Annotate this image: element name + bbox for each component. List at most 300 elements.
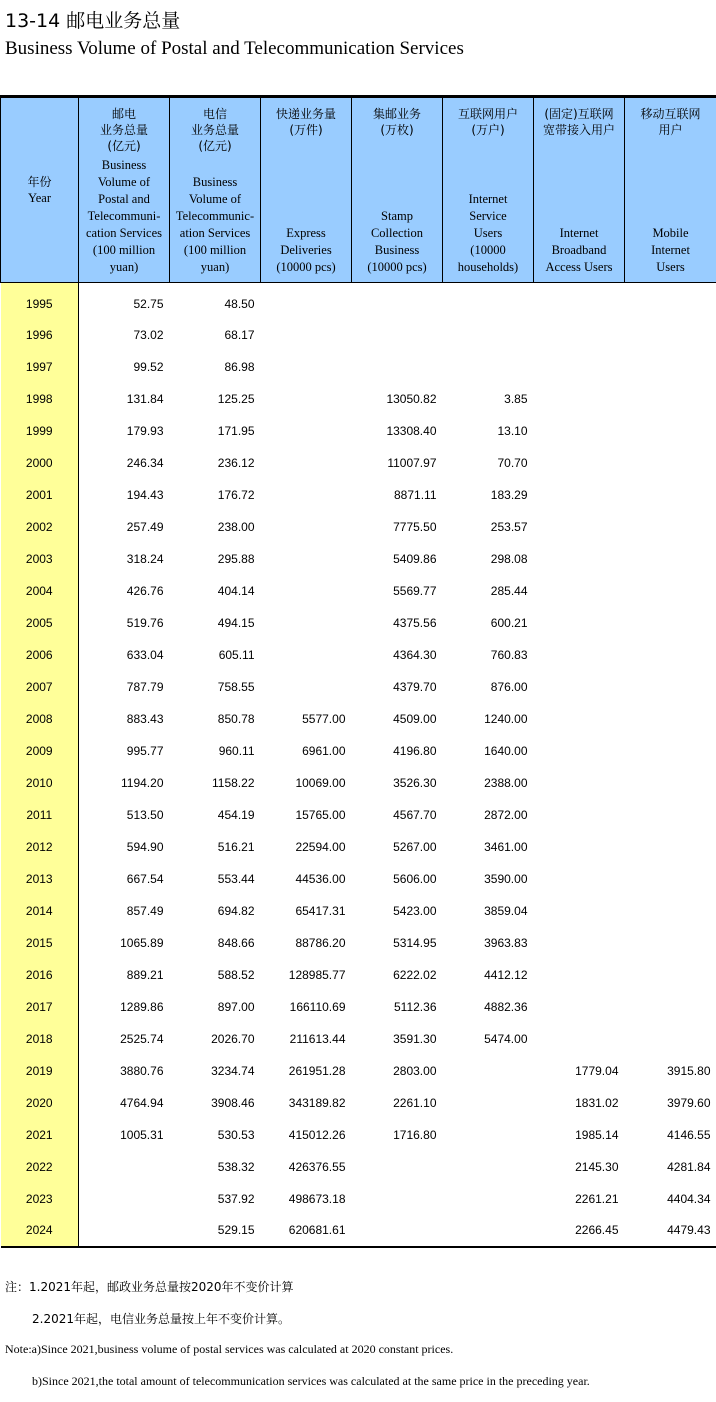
cell-year: 2003 [1,543,79,575]
cell-express-deliveries: 498673.18 [288,1191,346,1206]
cell-broadband-users [534,639,625,671]
table-row [1,575,716,607]
table-row [1,351,716,383]
cell-stamp-collection: 7775.50 [393,519,437,534]
cell-stamp-collection [352,283,443,319]
cell-postal-telecom-volume: 1194.20 [121,775,164,790]
header-label-en: Business Volume of Postal and Telecommuni- cation Services (100 million yuan) [85,158,162,274]
cell-year: 2018 [1,1023,79,1055]
cell-internet-users: 1240.00 [484,711,528,726]
cell-stamp-collection: 5409.86 [393,551,437,566]
header-label-en: Business Volume of Telecommunic- ation Services (100 million yuan) [175,175,255,274]
table-row [1,863,716,895]
cell-internet-users: 183.29 [490,487,528,502]
table-row [1,511,716,543]
cell-express-deliveries [261,511,352,543]
cell-internet-users [443,283,534,319]
cell-telecom-volume: 538.32 [217,1159,255,1174]
cell-mobile-internet-users [625,319,716,351]
cell-postal-telecom-volume: 889.21 [126,967,164,982]
cell-stamp-collection: 4375.56 [393,615,437,630]
cell-internet-users: 4412.12 [484,967,528,982]
cell-year: 2009 [1,735,79,767]
table-row [1,991,716,1023]
table-row [1,703,716,735]
cell-year: 1995 [1,283,79,319]
cell-stamp-collection: 4379.70 [393,679,437,694]
cell-year: 2016 [1,959,79,991]
cell-mobile-internet-users [625,479,716,511]
cell-internet-users: 600.21 [490,615,528,630]
cell-telecom-volume: 68.17 [224,327,255,342]
cell-telecom-volume: 537.92 [217,1191,255,1206]
header-label-en: Internet Broadband Access Users [545,226,613,274]
table-row [1,479,716,511]
cell-broadband-users: 1985.14 [575,1127,619,1142]
cell-postal-telecom-volume: 3880.76 [120,1063,164,1078]
cell-broadband-users [534,671,625,703]
cell-year: 2012 [1,831,79,863]
cell-year: 2017 [1,991,79,1023]
table-row [1,671,716,703]
header-label-en: Express Deliveries (10000 pcs) [276,226,336,274]
cell-express-deliveries: 10069.00 [295,775,346,790]
cell-internet-users: 3461.00 [484,839,528,854]
table-row [1,607,716,639]
cell-stamp-collection: 13050.82 [386,391,437,406]
cell-year: 2002 [1,511,79,543]
table-row [1,1087,716,1119]
header-label-en: Internet Service Users (10000 households) [457,192,519,274]
cell-postal-telecom-volume: 1065.89 [120,935,164,950]
table-row [1,799,716,831]
cell-mobile-internet-users [625,447,716,479]
cell-internet-users [443,1119,534,1151]
table-row [1,1183,716,1215]
cell-broadband-users [534,607,625,639]
cell-mobile-internet-users [625,351,716,383]
cell-express-deliveries [261,575,352,607]
cell-mobile-internet-users [625,415,716,447]
cell-postal-telecom-volume: 52.75 [133,296,164,311]
column-header-postal-telecom-volume [79,97,170,283]
cell-stamp-collection: 5606.00 [393,871,437,886]
cell-internet-users: 3963.83 [484,935,528,950]
cell-stamp-collection: 2803.00 [393,1063,437,1078]
cell-express-deliveries: 343189.82 [288,1095,346,1110]
cell-telecom-volume: 404.14 [217,583,255,598]
cell-telecom-volume: 125.25 [217,391,255,406]
cell-express-deliveries: 22594.00 [295,839,346,854]
cell-telecom-volume: 529.15 [170,1215,261,1247]
cell-year: 2008 [1,703,79,735]
cell-stamp-collection: 4567.70 [393,807,437,822]
cell-postal-telecom-volume: 73.02 [133,327,164,342]
cell-postal-telecom-volume: 519.76 [126,615,164,630]
cell-postal-telecom-volume [79,1215,170,1247]
cell-stamp-collection: 13308.40 [386,423,437,438]
cell-express-deliveries [261,283,352,319]
cell-telecom-volume: 850.78 [217,711,255,726]
cell-stamp-collection: 2261.10 [393,1095,437,1110]
cell-express-deliveries: 6961.00 [302,743,346,758]
cell-broadband-users: 1831.02 [575,1095,619,1110]
cell-broadband-users: 1779.04 [575,1063,619,1078]
cell-postal-telecom-volume: 594.90 [126,839,164,854]
cell-broadband-users [534,1023,625,1055]
cell-internet-users: 70.70 [497,455,528,470]
cell-telecom-volume: 516.21 [217,839,255,854]
table-row [1,1055,716,1087]
cell-year: 2014 [1,895,79,927]
cell-broadband-users [534,543,625,575]
cell-internet-users [443,1215,534,1247]
cell-mobile-internet-users [625,1023,716,1055]
cell-express-deliveries [261,479,352,511]
cell-internet-users: 285.44 [490,583,528,598]
cell-express-deliveries: 261951.28 [288,1063,346,1078]
cell-broadband-users [534,575,625,607]
cell-internet-users [443,319,534,351]
cell-year: 2000 [1,447,79,479]
note-cn-1: 注：1.2021年起，邮政业务总量按2020年不变价计算 [5,1280,294,1294]
header-label-cn: 移动互联网 用户 [640,107,701,137]
column-header-stamp-collection [352,97,443,283]
cell-year: 2006 [1,639,79,671]
cell-internet-users [443,1055,534,1087]
cell-broadband-users: 2145.30 [575,1159,619,1174]
cell-telecom-volume: 3234.74 [211,1063,255,1078]
cell-telecom-volume: 530.53 [217,1127,255,1142]
cell-broadband-users [534,895,625,927]
header-label-en: Year [27,190,52,205]
cell-telecom-volume: 588.52 [217,967,255,982]
cell-mobile-internet-users [625,543,716,575]
cell-stamp-collection [352,1215,443,1247]
cell-year: 1999 [1,415,79,447]
table-row [1,543,716,575]
cell-mobile-internet-users [625,863,716,895]
cell-postal-telecom-volume: 179.93 [126,423,164,438]
cell-mobile-internet-users [625,703,716,735]
cell-express-deliveries: 620681.61 [261,1215,352,1247]
cell-internet-users: 3590.00 [484,871,528,886]
cell-stamp-collection: 1716.80 [393,1127,437,1142]
cell-mobile-internet-users: 4146.55 [667,1127,711,1142]
cell-year: 2019 [1,1055,79,1087]
table-row [1,767,716,799]
cell-year: 1998 [1,383,79,415]
cell-telecom-volume: 960.11 [218,743,255,758]
cell-broadband-users [534,383,625,415]
cell-postal-telecom-volume [79,1151,170,1183]
column-header-mobile-internet-users [625,97,716,283]
cell-year: 1997 [1,351,79,383]
cell-express-deliveries: 211613.44 [289,1031,346,1046]
cell-express-deliveries: 128985.77 [288,967,346,982]
cell-telecom-volume: 236.12 [217,455,255,470]
cell-stamp-collection: 5569.77 [393,583,437,598]
data-table [0,95,716,1248]
cell-internet-users [443,1087,534,1119]
cell-express-deliveries: 15765.00 [295,807,346,822]
table-title-cn: 13-14 邮电业务总量 [5,10,181,32]
cell-stamp-collection: 3591.30 [393,1031,437,1046]
cell-internet-users: 3859.04 [484,903,528,918]
cell-postal-telecom-volume: 1289.86 [120,999,164,1014]
cell-mobile-internet-users [625,799,716,831]
table-row [1,319,716,351]
column-header-telecom-volume [170,97,261,283]
cell-year: 2007 [1,671,79,703]
cell-telecom-volume: 454.19 [217,807,255,822]
cell-broadband-users [534,831,625,863]
cell-telecom-volume: 238.00 [217,519,255,534]
cell-internet-users: 760.83 [490,647,528,662]
cell-postal-telecom-volume: 426.76 [126,583,164,598]
cell-mobile-internet-users [625,511,716,543]
cell-stamp-collection: 6222.02 [393,967,437,982]
table-row [1,639,716,671]
cell-express-deliveries: 426376.55 [288,1159,346,1174]
table-row [1,895,716,927]
cell-internet-users [443,351,534,383]
cell-postal-telecom-volume [79,1183,170,1215]
cell-broadband-users [534,767,625,799]
cell-internet-users: 2872.00 [484,807,528,822]
cell-broadband-users [534,863,625,895]
cell-broadband-users [534,991,625,1023]
cell-express-deliveries [261,319,352,351]
cell-telecom-volume: 86.98 [224,359,255,374]
cell-stamp-collection: 5112.36 [394,999,437,1014]
cell-postal-telecom-volume: 995.77 [126,743,164,758]
cell-stamp-collection: 5314.95 [393,935,437,950]
cell-stamp-collection [352,1183,443,1215]
cell-broadband-users [534,959,625,991]
cell-postal-telecom-volume: 318.24 [126,551,164,566]
note-en-1: Note:a)Since 2021,business volume of postal services was calculated at 2020 constant prices. [5,1342,454,1356]
cell-express-deliveries: 166110.69 [289,999,346,1014]
header-label-cn: 快递业务量 (万件) [275,107,336,137]
cell-year: 2005 [1,607,79,639]
header-label-cn: 年份 [27,174,52,189]
cell-telecom-volume: 3908.46 [211,1095,255,1110]
cell-express-deliveries [261,639,352,671]
cell-mobile-internet-users: 3915.80 [667,1063,711,1078]
cell-year: 2023 [1,1183,79,1215]
cell-postal-telecom-volume: 667.54 [126,871,164,886]
header-label-cn: 互联网用户 (万户) [457,107,518,137]
note-cn-2: 2.2021年起，电信业务总量按上年不变价计算。 [32,1312,290,1326]
cell-stamp-collection: 5423.00 [393,903,437,918]
cell-express-deliveries: 88786.20 [295,935,346,950]
cell-stamp-collection: 3526.30 [393,775,437,790]
cell-internet-users: 298.08 [490,551,528,566]
cell-internet-users [443,1151,534,1183]
cell-postal-telecom-volume: 257.49 [126,519,164,534]
table-row [1,1023,716,1055]
cell-year: 2011 [1,799,79,831]
cell-telecom-volume: 171.95 [217,423,255,438]
table-row [1,447,716,479]
cell-express-deliveries [261,543,352,575]
cell-postal-telecom-volume: 2525.74 [120,1031,164,1046]
cell-express-deliveries [261,447,352,479]
cell-stamp-collection [352,319,443,351]
table-row [1,1151,716,1183]
cell-mobile-internet-users [625,927,716,959]
table-row [1,1119,716,1151]
cell-express-deliveries: 44536.00 [295,871,346,886]
cell-stamp-collection: 8871.11 [394,487,437,502]
header-label-cn: 邮电 业务总量 (亿元) [99,107,148,153]
cell-mobile-internet-users [625,383,716,415]
cell-mobile-internet-users [625,639,716,671]
cell-telecom-volume: 897.00 [217,999,255,1014]
cell-broadband-users [534,799,625,831]
cell-year: 2021 [1,1119,79,1151]
cell-mobile-internet-users [625,831,716,863]
cell-mobile-internet-users [625,283,716,319]
cell-telecom-volume: 553.44 [217,871,255,886]
cell-postal-telecom-volume: 787.79 [126,679,164,694]
cell-postal-telecom-volume: 857.49 [126,903,164,918]
cell-express-deliveries [261,607,352,639]
cell-broadband-users [534,319,625,351]
cell-stamp-collection: 4509.00 [393,711,437,726]
cell-mobile-internet-users: 4479.43 [625,1215,716,1247]
cell-stamp-collection: 5267.00 [393,839,437,854]
column-header-express-deliveries [261,97,352,283]
cell-postal-telecom-volume: 4764.94 [120,1095,164,1110]
cell-telecom-volume: 694.82 [217,903,255,918]
cell-mobile-internet-users [625,607,716,639]
cell-stamp-collection [352,1151,443,1183]
table-row [1,283,716,319]
cell-mobile-internet-users: 3979.60 [667,1095,711,1110]
header-label-cn: 集邮业务 (万枚) [372,107,421,137]
cell-mobile-internet-users: 4281.84 [667,1159,711,1174]
cell-stamp-collection: 4364.30 [393,647,437,662]
cell-telecom-volume: 1158.22 [212,775,255,790]
cell-internet-users: 13.10 [497,423,528,438]
cell-postal-telecom-volume: 131.84 [126,391,164,406]
cell-year: 2020 [1,1087,79,1119]
cell-express-deliveries [261,351,352,383]
header-row [1,97,716,283]
table-row [1,959,716,991]
cell-stamp-collection [352,351,443,383]
cell-broadband-users [534,415,625,447]
cell-postal-telecom-volume: 246.34 [126,455,164,470]
table-body [1,283,716,1247]
cell-internet-users: 4882.36 [484,999,528,1014]
cell-broadband-users: 2261.21 [575,1191,619,1206]
cell-postal-telecom-volume: 513.50 [126,807,164,822]
cell-year: 1996 [1,319,79,351]
cell-mobile-internet-users [625,767,716,799]
cell-stamp-collection: 11007.97 [387,455,437,470]
cell-broadband-users [534,479,625,511]
cell-year: 2001 [1,479,79,511]
cell-mobile-internet-users [625,735,716,767]
cell-express-deliveries: 65417.31 [295,903,346,918]
cell-broadband-users [534,283,625,319]
cell-broadband-users [534,511,625,543]
cell-year: 2013 [1,863,79,895]
column-header-internet-users [443,97,534,283]
cell-mobile-internet-users [625,991,716,1023]
cell-broadband-users [534,447,625,479]
cell-postal-telecom-volume: 99.52 [133,359,164,374]
cell-postal-telecom-volume: 1005.31 [120,1127,164,1142]
cell-express-deliveries: 5577.00 [302,711,346,726]
cell-internet-users: 2388.00 [484,775,528,790]
cell-express-deliveries: 415012.26 [288,1127,346,1142]
header-label-en: Mobile Internet Users [651,226,690,274]
table-row [1,1215,716,1247]
cell-mobile-internet-users [625,671,716,703]
cell-stamp-collection: 4196.80 [393,743,437,758]
cell-internet-users: 5474.00 [484,1031,528,1046]
cell-year: 2022 [1,1151,79,1183]
cell-express-deliveries [261,671,352,703]
cell-broadband-users [534,703,625,735]
table-row [1,383,716,415]
cell-year: 2010 [1,767,79,799]
cell-telecom-volume: 848.66 [217,935,255,950]
cell-internet-users: 253.57 [490,519,528,534]
cell-postal-telecom-volume: 194.43 [126,487,164,502]
cell-internet-users: 876.00 [490,679,528,694]
table-row [1,927,716,959]
cell-telecom-volume: 494.15 [217,615,255,630]
header-label-cn: (固定)互联网 宽带接入用户 [542,107,615,137]
cell-broadband-users [534,735,625,767]
cell-express-deliveries [261,415,352,447]
column-header-year [1,97,79,283]
cell-telecom-volume: 48.50 [224,296,255,311]
header-label-en: Stamp Collection Business (10000 pcs) [367,209,427,274]
cell-telecom-volume: 176.72 [217,487,255,502]
column-header-broadband-users [534,97,625,283]
cell-internet-users: 1640.00 [484,743,528,758]
cell-telecom-volume: 758.55 [217,679,255,694]
table-row [1,415,716,447]
cell-mobile-internet-users [625,575,716,607]
cell-mobile-internet-users: 4404.34 [667,1191,711,1206]
table-row [1,735,716,767]
header-label-cn: 电信 业务总量 (亿元) [190,107,239,153]
cell-broadband-users [534,351,625,383]
cell-internet-users: 3.85 [504,391,528,406]
cell-postal-telecom-volume: 883.43 [126,711,164,726]
cell-telecom-volume: 2026.70 [211,1031,255,1046]
cell-postal-telecom-volume: 633.04 [126,647,164,662]
cell-express-deliveries [261,383,352,415]
cell-telecom-volume: 295.88 [217,551,255,566]
cell-broadband-users: 2266.45 [534,1215,625,1247]
cell-mobile-internet-users [625,895,716,927]
cell-year: 2024 [1,1215,79,1247]
cell-mobile-internet-users [625,959,716,991]
cell-year: 2015 [1,927,79,959]
cell-year: 2004 [1,575,79,607]
cell-telecom-volume: 605.11 [218,647,255,662]
table-row [1,831,716,863]
note-en-2: b)Since 2021,the total amount of telecommunication services was calculated at the same price in the preceding year. [32,1374,590,1388]
